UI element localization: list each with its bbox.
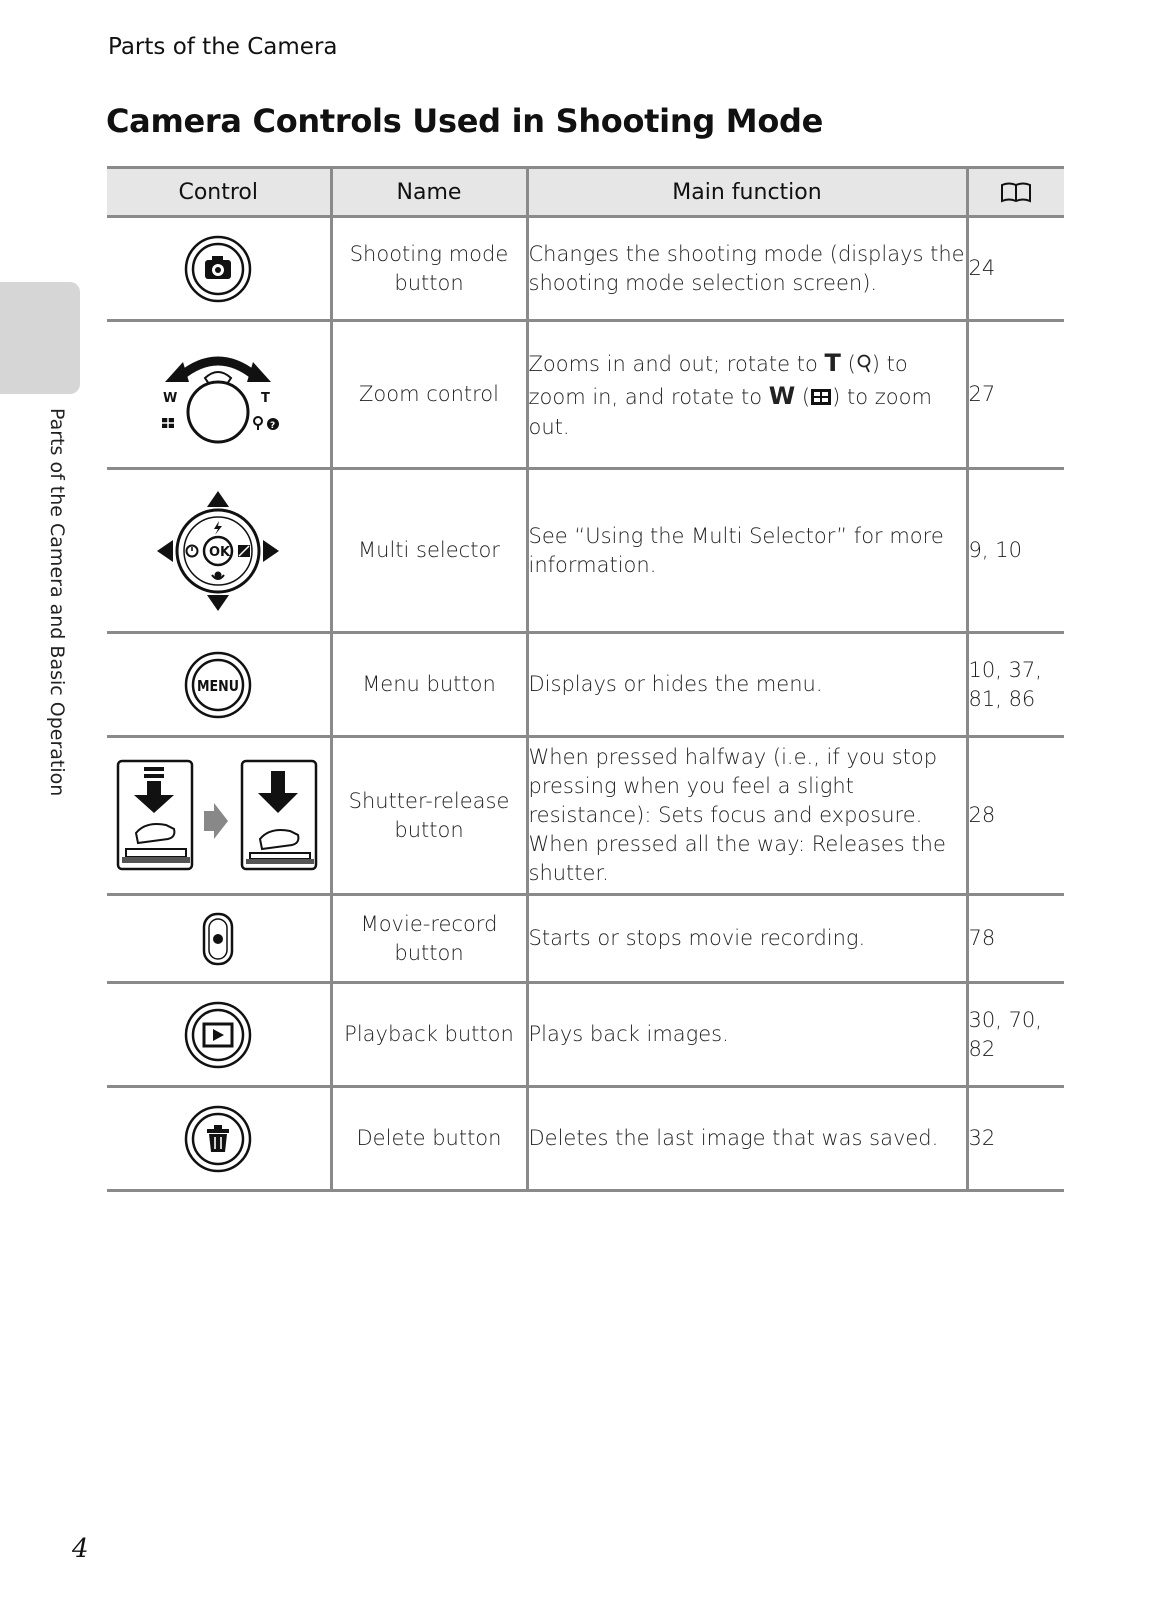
control-cell xyxy=(107,737,331,895)
zoom-fn-part: Zooms in and out; rotate to xyxy=(528,351,825,376)
pages-cell: 27 xyxy=(967,321,1064,469)
ok-label: OK xyxy=(209,544,231,560)
name-cell: Movie-record button xyxy=(331,895,527,983)
full-press-illustration xyxy=(242,761,316,869)
table-row xyxy=(107,1087,1064,1191)
function-cell: Changes the shooting mode (displays the shooting mode selection screen). xyxy=(527,217,967,321)
pages-cell: 78 xyxy=(967,895,1064,983)
arrow-right-icon xyxy=(204,803,228,839)
function-cell: When pressed halfway (i.e., if you stop pressing when you feel a slight resistance): Sets focus and exposure. When pressed all the way: Releases the shutter. xyxy=(527,737,967,895)
control-cell xyxy=(107,469,331,633)
name-cell: Shutter-release button xyxy=(331,737,527,895)
delete-button-icon xyxy=(183,1104,253,1174)
table-row xyxy=(107,633,1064,737)
header-name: Name xyxy=(331,168,527,217)
pages-cell: 24 xyxy=(967,217,1064,321)
table-row xyxy=(107,983,1064,1087)
name-cell: Multi selector xyxy=(331,469,527,633)
control-cell xyxy=(107,895,331,983)
header-pages xyxy=(967,168,1064,217)
header-main-function: Main function xyxy=(527,168,967,217)
table-header-row xyxy=(107,168,1064,217)
thumbnail-icon xyxy=(162,418,174,428)
pages-cell: 30, 70, 82 xyxy=(967,983,1064,1087)
control-cell xyxy=(107,217,331,321)
shutter-release-icon xyxy=(116,759,320,873)
zoom-fn-part: ( xyxy=(840,351,856,376)
magnify-icon xyxy=(254,417,262,430)
zoom-control-icon xyxy=(143,336,293,454)
pages-cell: 10, 37, 81, 86 xyxy=(967,633,1064,737)
menu-label: MENU xyxy=(197,676,240,695)
table-row xyxy=(107,469,1064,633)
name-cell: Zoom control xyxy=(331,321,527,469)
table-row xyxy=(107,321,1064,469)
shooting-mode-button-icon xyxy=(183,234,253,304)
control-cell xyxy=(107,983,331,1087)
wide-symbol: W xyxy=(768,382,796,411)
book-icon xyxy=(999,181,1033,205)
function-cell: Deletes the last image that was saved. xyxy=(527,1087,967,1191)
running-head: Parts of the Camera xyxy=(108,34,338,60)
help-icon xyxy=(267,418,279,431)
exposure-comp-icon xyxy=(238,545,250,557)
function-cell xyxy=(527,321,967,469)
pages-cell: 28 xyxy=(967,737,1064,895)
function-cell: Displays or hides the menu. xyxy=(527,633,967,737)
control-cell xyxy=(107,321,331,469)
menu-button-icon xyxy=(183,650,253,720)
zoom-fn-part: ) to zoom out. xyxy=(528,385,932,440)
multi-selector-icon xyxy=(153,487,283,615)
zoom-fn-part: ) to zoom in, and rotate to xyxy=(528,351,908,410)
thumbnail-icon xyxy=(810,387,832,407)
table-row xyxy=(107,895,1064,983)
svg-text:?: ? xyxy=(270,420,276,431)
table-row xyxy=(107,217,1064,321)
controls-table xyxy=(107,166,1064,1192)
magnify-icon xyxy=(856,354,872,374)
tele-symbol: T xyxy=(824,348,841,377)
name-cell: Shooting mode button xyxy=(331,217,527,321)
pages-cell: 32 xyxy=(967,1087,1064,1191)
zoom-wide-label: W xyxy=(163,390,178,406)
page-title: Camera Controls Used in Shooting Mode xyxy=(106,102,824,140)
function-cell: See “Using the Multi Selector” for more information. xyxy=(527,469,967,633)
control-cell xyxy=(107,633,331,737)
zoom-tele-label: T xyxy=(261,390,271,406)
chapter-side-label: Parts of the Camera and Basic Operation xyxy=(46,408,68,797)
name-cell: Menu button xyxy=(331,633,527,737)
header-control: Control xyxy=(107,168,331,217)
page-number: 4 xyxy=(72,1534,89,1564)
zoom-fn-part: ( xyxy=(795,385,811,410)
name-cell: Delete button xyxy=(331,1087,527,1191)
chapter-side-tab xyxy=(0,282,80,394)
half-press-illustration xyxy=(118,761,192,869)
function-cell: Starts or stops movie recording. xyxy=(527,895,967,983)
pages-cell: 9, 10 xyxy=(967,469,1064,633)
name-cell: Playback button xyxy=(331,983,527,1087)
movie-record-button-icon xyxy=(201,911,235,967)
playback-button-icon xyxy=(183,1000,253,1070)
function-cell: Plays back images. xyxy=(527,983,967,1087)
control-cell xyxy=(107,1087,331,1191)
table-row xyxy=(107,737,1064,895)
